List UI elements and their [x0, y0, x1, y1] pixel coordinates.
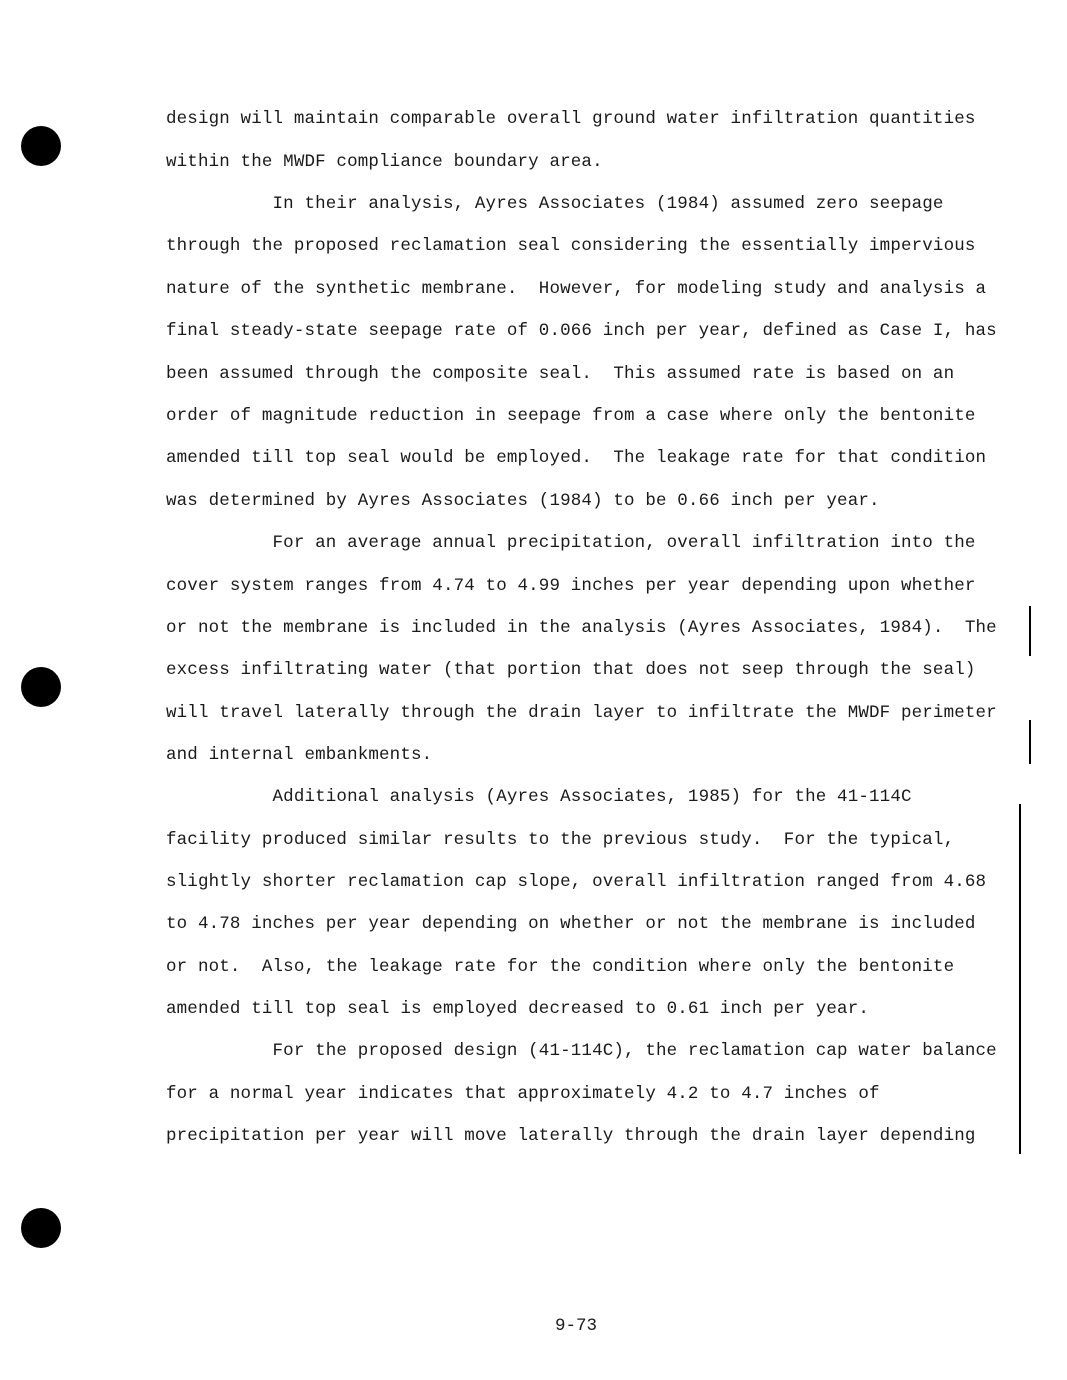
text-line: design will maintain comparable overall ground water infiltration quantities: [166, 109, 976, 129]
text-line: or not. Also, the leakage rate for the condition where only the bentonite: [166, 957, 955, 977]
text-line: amended till top seal would be employed. The leakage rate for that condition: [166, 448, 987, 468]
punch-hole-bottom: [21, 1208, 61, 1248]
text-line: excess infiltrating water (that portion that does not seep through the seal): [166, 660, 976, 680]
revision-bar: [1029, 720, 1031, 764]
text-line: and internal embankments.: [166, 745, 433, 765]
text-line: amended till top seal is employed decreased to 0.61 inch per year.: [166, 999, 870, 1019]
text-line: through the proposed reclamation seal considering the essentially impervious: [166, 236, 976, 256]
text-line: precipitation per year will move laterally through the drain layer depending: [166, 1126, 976, 1146]
punch-hole-top: [21, 126, 61, 166]
text-line: to 4.78 inches per year depending on whether or not the membrane is included: [166, 914, 976, 934]
text-line: for a normal year indicates that approximately 4.2 to 4.7 inches of: [166, 1084, 880, 1104]
text-line: final steady-state seepage rate of 0.066 inch per year, defined as Case I, has: [166, 321, 997, 341]
text-line: order of magnitude reduction in seepage from a case where only the bentonite: [166, 406, 976, 426]
text-line: facility produced similar results to the previous study. For the typical,: [166, 830, 955, 850]
page-number: 9-73: [555, 1316, 598, 1336]
revision-bar: [1019, 804, 1021, 1154]
revision-bar: [1029, 606, 1031, 656]
text-line: For the proposed design (41-114C), the reclamation cap water balance: [166, 1041, 997, 1061]
punch-hole-middle: [21, 667, 61, 707]
text-line: or not the membrane is included in the analysis (Ayres Associates, 1984). The: [166, 618, 997, 638]
text-line: For an average annual precipitation, overall infiltration into the: [166, 533, 976, 553]
text-line: slightly shorter reclamation cap slope, overall infiltration ranged from 4.68: [166, 872, 987, 892]
text-line: was determined by Ayres Associates (1984) to be 0.66 inch per year.: [166, 491, 880, 511]
text-line: within the MWDF compliance boundary area.: [166, 152, 603, 172]
text-line: been assumed through the composite seal. This assumed rate is based on an: [166, 364, 955, 384]
text-line: cover system ranges from 4.74 to 4.99 inches per year depending upon whether: [166, 576, 976, 596]
text-line: nature of the synthetic membrane. However, for modeling study and analysis a: [166, 279, 987, 299]
text-line: In their analysis, Ayres Associates (1984) assumed zero seepage: [166, 194, 944, 214]
text-line: will travel laterally through the drain layer to infiltrate the MWDF perimeter: [166, 703, 997, 723]
text-line: Additional analysis (Ayres Associates, 1985) for the 41-114C: [166, 787, 912, 807]
